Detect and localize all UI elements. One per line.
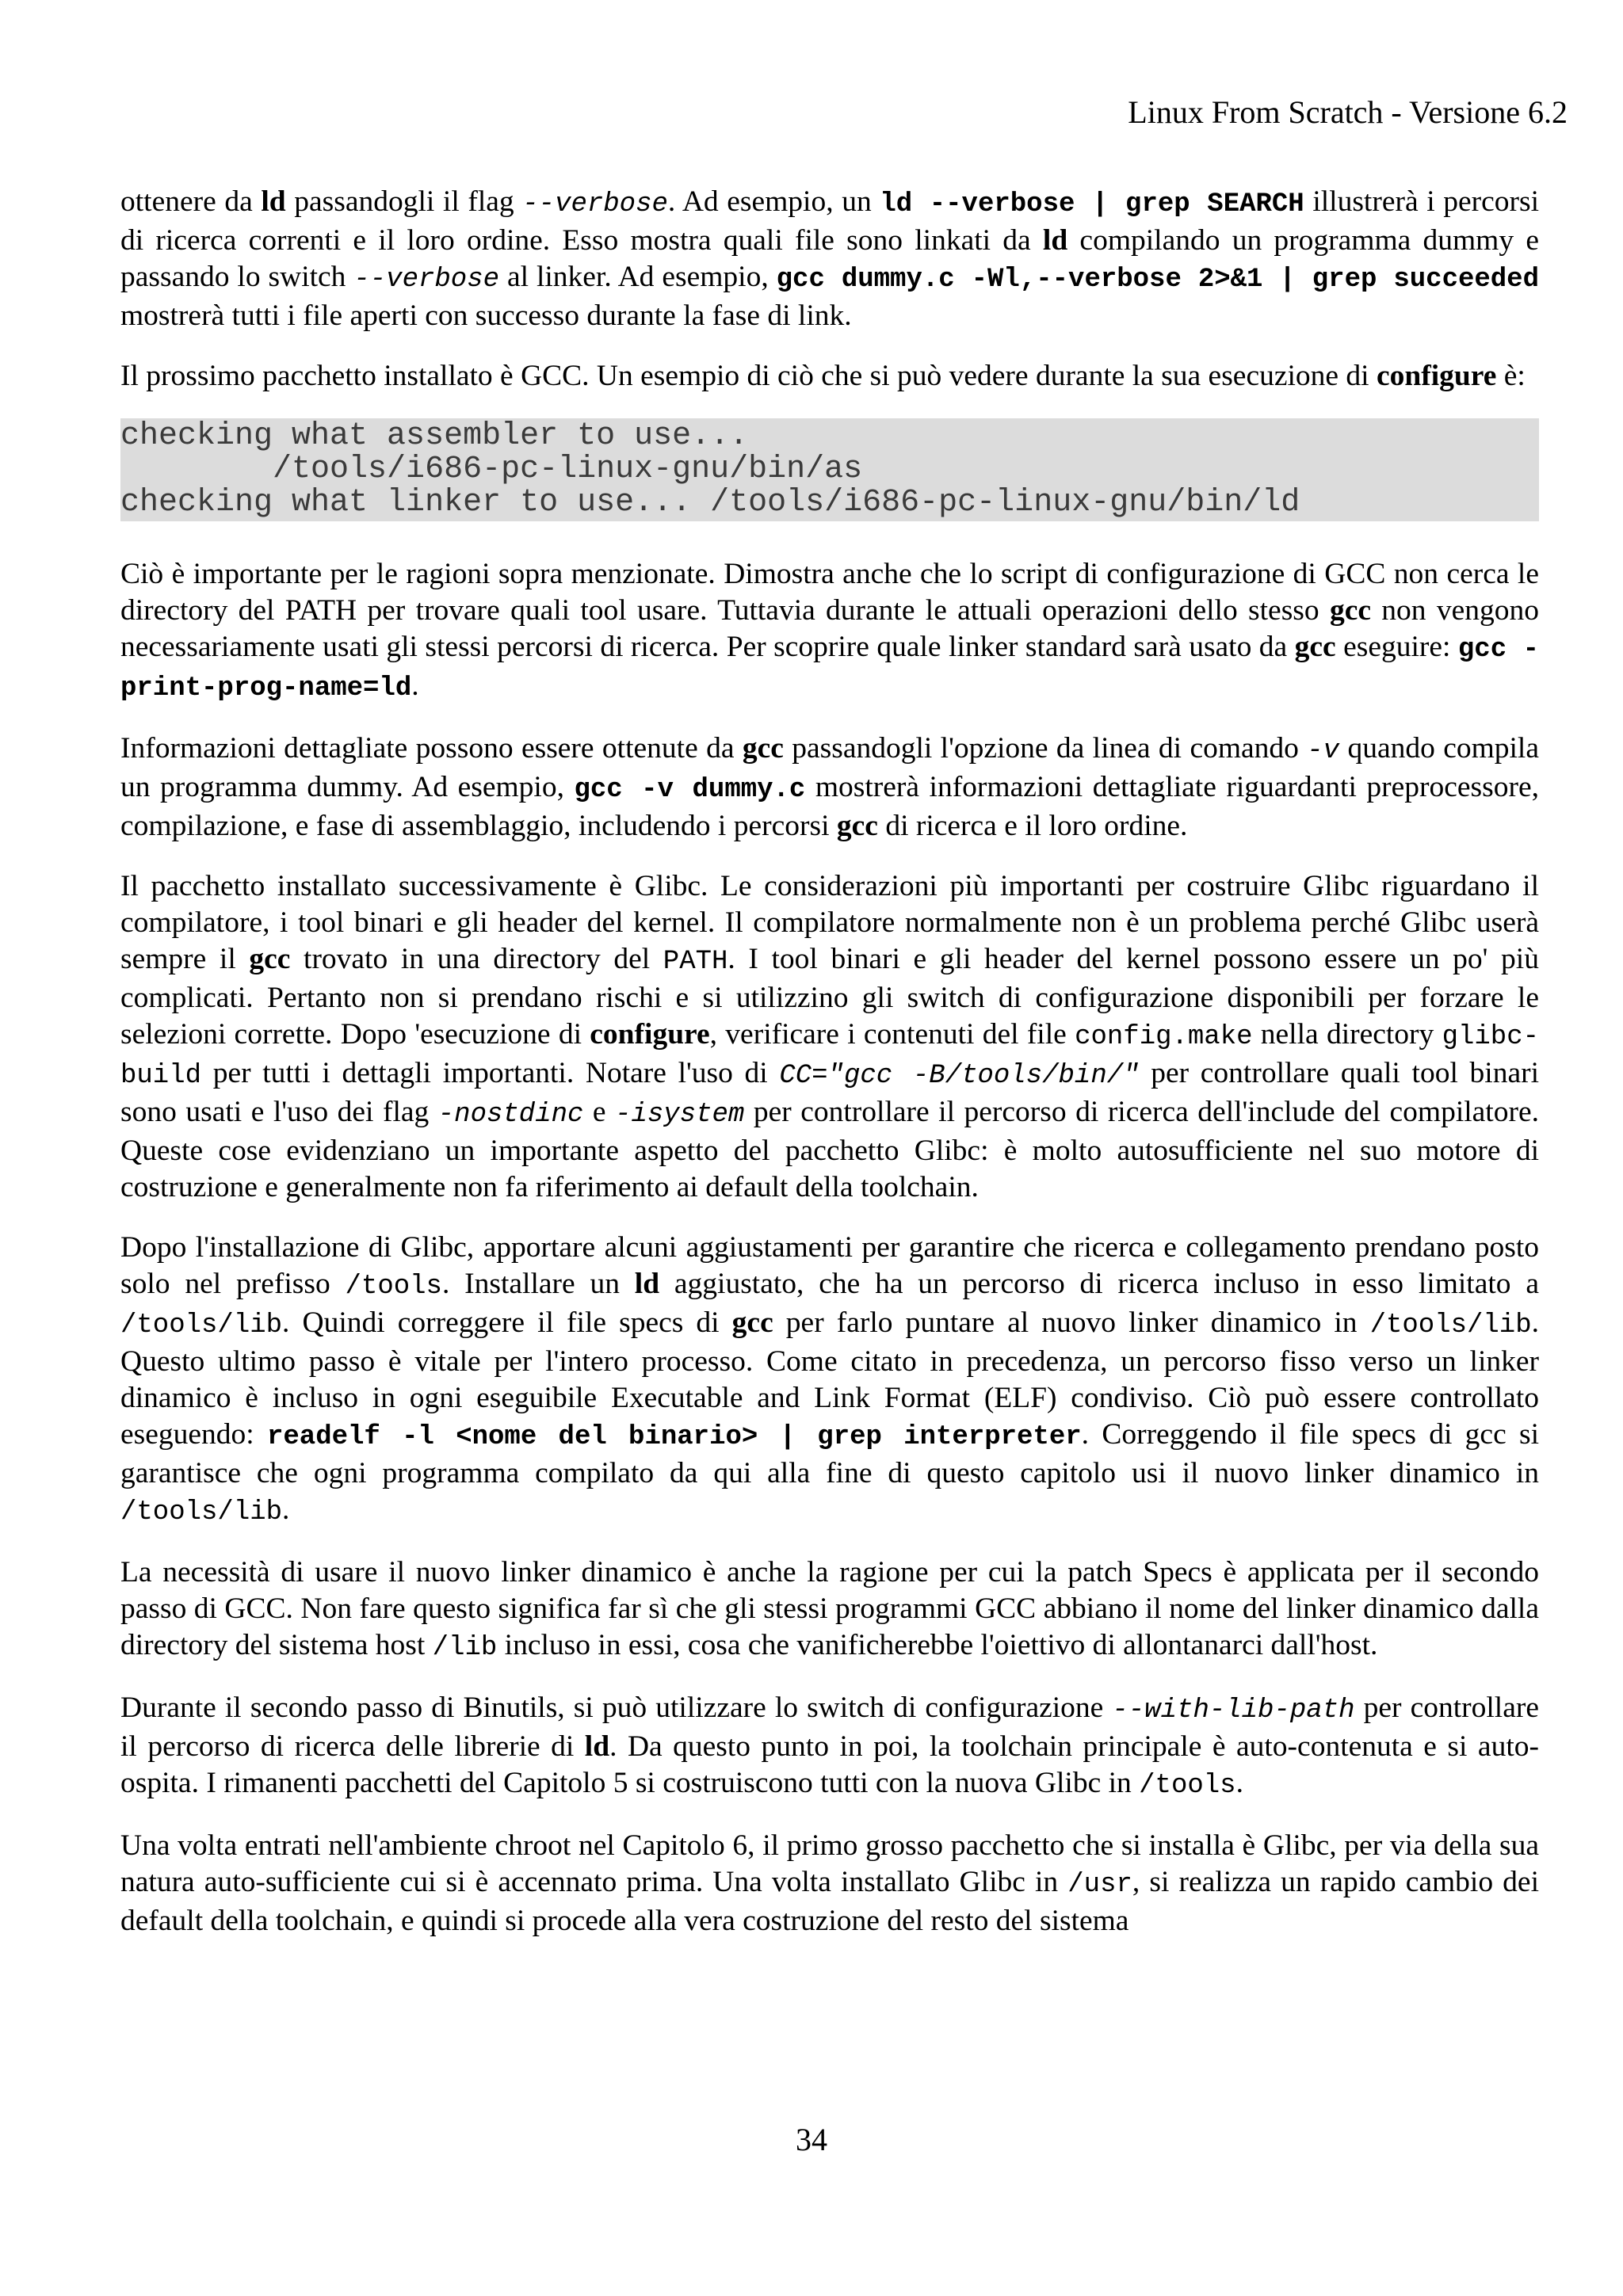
- text-run: . Correggendo il file specs di gcc si garantisce che ogni programma compilato da qui alla fine di questo capitolo usi il nuovo linker dinamico in: [120, 1418, 1540, 1489]
- text-run: Durante il secondo passo di Binutils, si può utilizzare lo switch di configurazione: [120, 1691, 1113, 1724]
- code-line: checking what assembler to use...: [120, 418, 749, 454]
- emphasis-text: ld: [261, 185, 286, 218]
- text-run: incluso in essi, cosa che vanificherebbe l'oiettivo di allontanarci dall'host.: [497, 1629, 1378, 1661]
- inline-code: -nostdinc: [437, 1100, 584, 1130]
- inline-code: readelf -l <nome del binario> | grep interpreter: [266, 1422, 1082, 1452]
- emphasis-text: gcc: [1329, 594, 1371, 627]
- text-run: . Questo ultimo passo è vitale per l'intero processo. Come citato in precedenza, un percorso fisso verso un linker dinamico è incluso in ogni eseguibile Executable and Link Format (ELF) condiviso. Ciò può essere controllato eseguendo:: [120, 1306, 1539, 1451]
- emphasis-text: configure: [590, 1018, 710, 1051]
- paragraph: [120, 868, 1539, 1206]
- text-run: mostrerà informazioni dettagliate riguardanti preprocessore, compilazione, e fase di assemblaggio, includendo i percorsi: [120, 771, 1539, 842]
- text-run: per controllare il percorso di ricerca delle librerie di: [120, 1691, 1539, 1763]
- text-run: per farlo puntare al nuovo linker dinamico in: [773, 1306, 1370, 1339]
- text-run: Informazioni dettagliate possono essere ottenute da: [120, 732, 743, 765]
- paragraph: [120, 730, 1539, 845]
- text-run: illustrerà i percorsi di ricerca correnti e il loro ordine. Esso mostra quali file sono linkati da: [120, 185, 1540, 257]
- page-body: [120, 184, 1539, 1963]
- text-run: trovato in una directory del: [290, 943, 663, 975]
- inline-code: CC="gcc -B/tools/bin/": [779, 1061, 1140, 1091]
- emphasis-text: ld: [584, 1730, 610, 1763]
- text-run: , si realizza un rapido cambio dei default della toolchain, e quindi si procede alla vera costruzione del resto del sistema: [120, 1866, 1539, 1937]
- text-run: Ciò è importante per le ragioni sopra menzionate. Dimostra anche che lo script di configurazione di GCC non cerca le directory del PATH per trovare quali tool usare. Tuttavia durante le attuali operazioni dello stesso: [120, 558, 1539, 627]
- text-run: .: [282, 1493, 290, 1526]
- inline-code: ld --verbose | grep SEARCH: [880, 189, 1304, 219]
- inline-code: glibc-build: [120, 1022, 1539, 1091]
- text-run: passandogli l'opzione da linea di comando: [783, 732, 1308, 765]
- text-run: Una volta entrati nell'ambiente chroot nel Capitolo 6, il primo grosso pacchetto che si installa è Glibc, per via della sua natura auto-sufficiente cui si è accennato prima. Una volta installato Glibc in: [120, 1829, 1539, 1898]
- inline-code: --verbose: [353, 265, 500, 295]
- paragraph: [120, 1554, 1539, 1666]
- text-run: . I tool binari e gli header del kernel possono essere un po' più complicati. Pertanto non si prendano rischi e si utilizzino gli switch di configurazione disponibili per forzare le selezioni corrette. Dopo 'esecuzione di: [120, 943, 1539, 1051]
- code-line: /tools/i686-pc-linux-gnu/bin/as: [120, 452, 863, 487]
- text-run: Dopo l'installazione di Glibc, apportare alcuni aggiustamenti per garantire che ricerca e collegamento prendano posto solo nel prefisso: [120, 1231, 1539, 1300]
- text-run: . Da questo punto in poi, la toolchain principale è auto-contenuta e si auto-ospita. I rimanenti pacchetti del Capitolo 5 si costruiscono tutti con la nuova Glibc in: [120, 1730, 1539, 1799]
- text-run: per controllare quali tool binari sono usati e l'uso dei flag: [120, 1057, 1540, 1128]
- paragraph: [120, 1828, 1539, 1939]
- text-run: compilando un programma dummy e passando lo switch: [120, 224, 1539, 293]
- code-line: checking what linker to use... /tools/i686-pc-linux-gnu/bin/ld: [120, 485, 1300, 521]
- inline-code: -isystem: [615, 1100, 745, 1130]
- text-run: per controllare il percorso di ricerca dell'include del compilatore. Queste cose evidenziano un importante aspetto del pacchetto Glibc: è molto autosufficiente nel suo motore di costruzione e generalmente non fa riferimento ai default della toolchain.: [120, 1096, 1539, 1203]
- text-run: . Quindi correggere il file specs di: [282, 1306, 732, 1339]
- paragraph: [120, 1690, 1539, 1804]
- inline-code: --verbose: [522, 189, 668, 219]
- page-number: 34: [796, 2122, 827, 2157]
- running-header: Linux From Scratch - Versione 6.2: [1128, 94, 1568, 130]
- inline-code: /lib: [432, 1633, 498, 1663]
- text-run: aggiustato, che ha un percorso di ricerca incluso in esso limitato a: [659, 1268, 1539, 1300]
- text-run: , verificare i contenuti del file: [709, 1018, 1075, 1051]
- text-run: al linker. Ad esempio,: [499, 261, 777, 293]
- text-run: e: [583, 1096, 616, 1128]
- emphasis-text: gcc: [836, 810, 878, 842]
- text-run: ottenere da: [120, 185, 262, 218]
- emphasis-text: gcc: [742, 732, 784, 765]
- emphasis-text: configure: [1376, 360, 1497, 392]
- text-run: eseguire:: [1335, 631, 1458, 663]
- text-run: passandogli il flag: [285, 185, 523, 218]
- paragraph: [120, 358, 1539, 395]
- text-run: Il prossimo pacchetto installato è GCC. Un esempio di ciò che si può vedere durante la sua esecuzione di: [120, 360, 1377, 392]
- inline-code: PATH: [663, 947, 728, 977]
- inline-code: /tools: [1139, 1771, 1236, 1801]
- text-run: è:: [1496, 360, 1526, 392]
- inline-code: /usr: [1067, 1870, 1132, 1900]
- text-run: non vengono necessariamente usati gli stessi percorsi di ricerca. Per scoprire quale linker standard sarà usato da: [120, 594, 1539, 663]
- inline-code: --with-lib-path: [1112, 1695, 1355, 1726]
- inline-code: gcc -print-prog-name=ld: [120, 635, 1539, 704]
- text-run: quando compila un programma dummy. Ad esempio,: [120, 732, 1539, 803]
- emphasis-text: gcc: [249, 943, 291, 975]
- inline-code: /tools: [345, 1272, 442, 1302]
- text-run: . Installare un: [441, 1268, 635, 1300]
- inline-code: /tools/lib: [120, 1310, 283, 1341]
- text-run: .: [411, 669, 419, 702]
- inline-code: /tools/lib: [120, 1497, 283, 1527]
- text-run: di ricerca e il loro ordine.: [877, 810, 1188, 842]
- text-run: .: [1235, 1767, 1243, 1799]
- code-block: [120, 418, 1539, 521]
- emphasis-text: ld: [1042, 224, 1068, 257]
- emphasis-text: gcc: [1294, 631, 1336, 663]
- inline-code: /tools/lib: [1369, 1310, 1532, 1341]
- emphasis-text: ld: [634, 1268, 660, 1300]
- paragraph: [120, 556, 1539, 707]
- text-run: . Ad esempio, un: [667, 185, 880, 218]
- inline-code: gcc dummy.c -Wl,--verbose 2>&1 | grep succeeded: [776, 265, 1539, 295]
- text-run: per tutti i dettagli importanti. Notare l'uso di: [201, 1057, 780, 1089]
- emphasis-text: gcc: [731, 1306, 773, 1339]
- inline-code: -v: [1307, 736, 1340, 766]
- inline-code: config.make: [1075, 1022, 1253, 1052]
- text-run: nella directory: [1252, 1018, 1442, 1051]
- inline-code: gcc -v dummy.c: [574, 775, 806, 805]
- text-run: mostrerà tutti i file aperti con successo durante la fase di link.: [120, 299, 852, 332]
- text-run: La necessità di usare il nuovo linker dinamico è anche la ragione per cui la patch Specs è applicata per il secondo passo di GCC. Non fare questo significa far sì che gli stessi programmi GCC abbiano il nome del linker dinamico dalla directory del sistema host: [120, 1556, 1539, 1661]
- paragraph: [120, 184, 1539, 334]
- text-run: Il pacchetto installato successivamente è Glibc. Le considerazioni più importanti per costruire Glibc riguardano il compilatore, i tool binari e gli header del kernel. Il compilatore normalmente non è un problema perché Glibc userà sempre il: [120, 870, 1539, 975]
- paragraph: [120, 1230, 1539, 1531]
